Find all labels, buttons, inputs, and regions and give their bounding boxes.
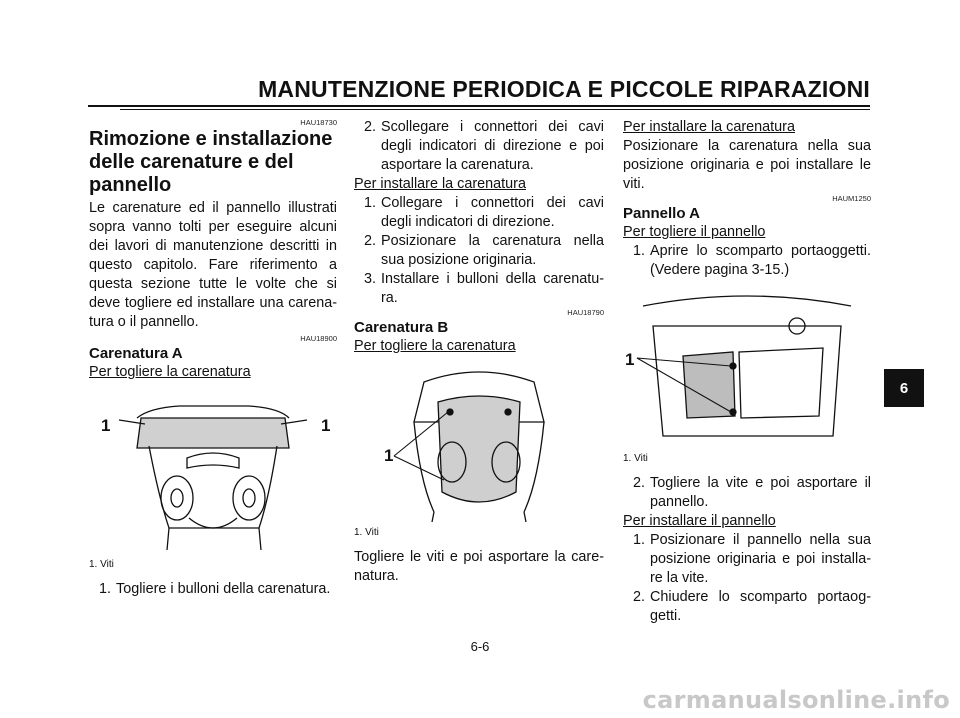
step-number: 2.	[632, 589, 645, 605]
paragraph: Posizionare la carenatura nella sua posizione originaria e poi installare le viti.	[623, 138, 871, 192]
list-item	[89, 580, 337, 599]
subheading-pannello-a: Pannello A	[623, 205, 700, 222]
step-text: Scollegare i connettori dei cavi degli indicatori di direzione e poi asportare la carenatura.	[381, 119, 604, 173]
step-number: 1.	[363, 195, 376, 211]
figure-panel-a	[623, 286, 871, 448]
figure-cowling-a	[89, 388, 337, 554]
list-item	[623, 474, 871, 512]
step-number: 1.	[632, 532, 645, 548]
list-item	[623, 531, 871, 588]
list-item	[354, 118, 604, 175]
section-code: HAUM1250	[832, 194, 871, 203]
step-text: Chiudere lo scomparto portaog-getti.	[650, 589, 871, 624]
figure-caption: 1. Viti	[89, 559, 114, 570]
step-number: 2.	[363, 119, 376, 135]
step-text: Aprire lo scomparto portaoggetti. (Vedere pagina 3-15.)	[650, 243, 871, 278]
watermark: carmanualsonline.info	[642, 686, 950, 714]
figure-cowling-b	[354, 362, 604, 522]
column-3	[623, 118, 871, 626]
install-heading: Per installare il pannello	[623, 513, 776, 529]
scooter-front-illustration	[89, 388, 337, 554]
scooter-front-illustration	[354, 362, 604, 522]
header-rule	[88, 105, 870, 107]
install-heading: Per installare la carenatura	[354, 176, 526, 192]
callout-number: 1	[321, 416, 331, 435]
callout-number: 1	[101, 416, 111, 435]
remove-heading: Per togliere il pannello	[623, 224, 766, 240]
page-header-title: MANUTENZIONE PERIODICA E PICCOLE RIPARAZIONI	[258, 76, 870, 102]
step-text: Posizionare il pannello nella sua posizione originaria e poi installa-re la vite.	[650, 532, 871, 586]
figure-caption: 1. Viti	[354, 527, 379, 538]
step-number: 2.	[632, 475, 645, 491]
step-text: Posizionare la carenatura nella sua posizione originaria.	[381, 233, 604, 268]
section-code: HAU18790	[567, 308, 604, 317]
step-text: Installare i bulloni della carenatu-ra.	[381, 271, 604, 306]
chapter-tab: 6	[884, 369, 924, 407]
page-number: 6-6	[470, 639, 490, 654]
storage-compartment-illustration	[623, 286, 871, 448]
paragraph: Togliere le viti e poi asportare la care-natura.	[354, 549, 604, 584]
subheading-carenatura-a: Carenatura A	[89, 345, 183, 362]
column-2	[354, 118, 604, 586]
list-item	[623, 242, 871, 280]
step-text: Collegare i connettori dei cavi degli indicatori di direzione.	[381, 195, 604, 230]
step-text: Togliere i bulloni della carenatura.	[116, 581, 331, 597]
list-item	[354, 194, 604, 232]
section-title: Rimozione e installazione delle carenature e del pannello	[89, 128, 333, 196]
list-item	[354, 270, 604, 308]
remove-heading: Per togliere la carenatura	[354, 338, 516, 354]
install-heading: Per installare la carenatura	[623, 119, 795, 135]
intro-paragraph: Le carenature ed il pannello illustrati sopra vanno tolti per eseguire alcuni dei lavori di manutenzione descritti in questo capitolo. Fare riferimento a questa sezione tutte le volte che si deve togliere ed installare una carena-tura o il pannello.	[89, 200, 337, 330]
column-1	[89, 118, 337, 599]
step-number: 1.	[98, 581, 111, 597]
step-number: 3.	[363, 271, 376, 287]
list-item	[623, 588, 871, 626]
remove-heading: Per togliere la carenatura	[89, 364, 251, 380]
figure-caption: 1. Viti	[623, 453, 648, 464]
callout-number: 1	[384, 446, 394, 465]
subheading-carenatura-b: Carenatura B	[354, 319, 449, 336]
step-number: 2.	[363, 233, 376, 249]
step-text: Togliere la vite e poi asportare il pannello.	[650, 475, 871, 510]
step-number: 1.	[632, 243, 645, 259]
list-item	[354, 232, 604, 270]
callout-number: 1	[625, 350, 635, 369]
section-code: HAU18900	[300, 334, 337, 343]
header-rule-thin	[120, 109, 870, 110]
section-code: HAU18730	[300, 118, 337, 127]
